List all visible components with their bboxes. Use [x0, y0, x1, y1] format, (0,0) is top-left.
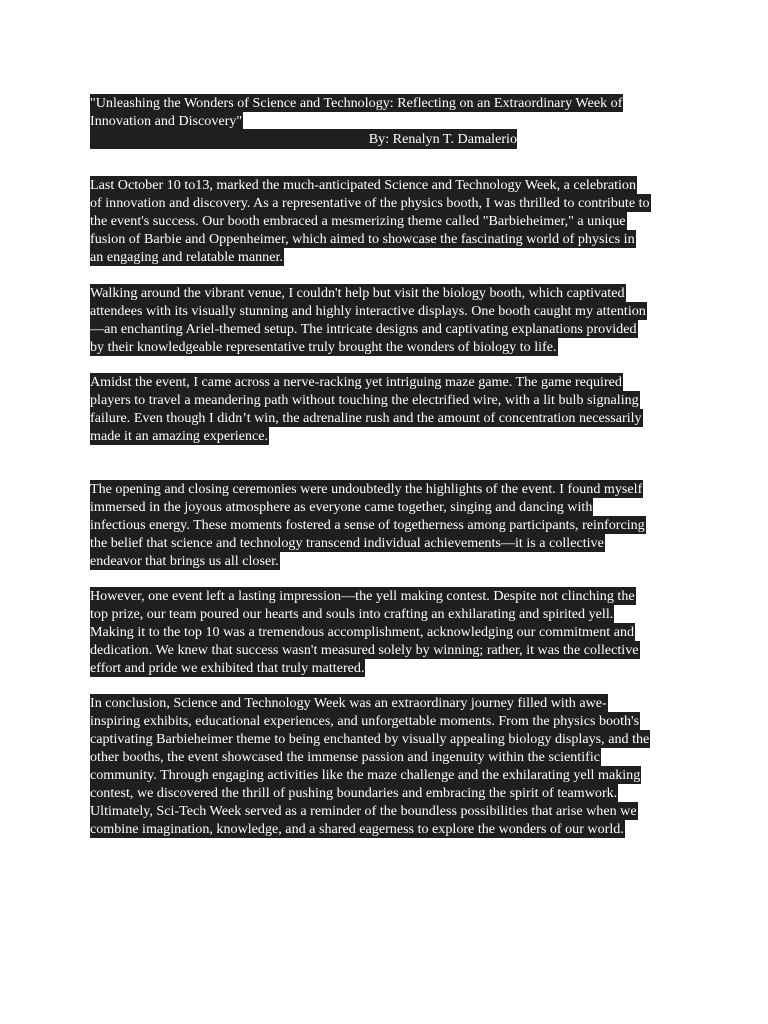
paragraph-line: inspiring exhibits, educational experiences, and unforgettable moments. From the physics booth's — [90, 713, 640, 729]
paragraph-line: Walking around the vibrant venue, I couldn't help but visit the biology booth, which captivated — [90, 285, 625, 301]
paragraph-line: Making it to the top 10 was a tremendous accomplishment, acknowledging our commitment and — [90, 624, 635, 640]
paragraph-line: the belief that science and technology transcend individual achievements—it is a collective — [90, 535, 604, 551]
byline-text: By: Renalyn T. Damalerio — [368, 131, 517, 147]
paragraph-4 — [90, 480, 682, 570]
paragraph-line: contest, we discovered the thrill of pushing boundaries and embracing the spirit of teamwork. — [90, 785, 618, 801]
paragraph-line: infectious energy. These moments fostered a sense of togetherness among participants, reinforcing — [90, 517, 645, 533]
title-line: "Unleashing the Wonders of Science and Technology: Reflecting on an Extraordinary Week of — [90, 95, 623, 111]
paragraph-line: top prize, our team poured our hearts and souls into crafting an exhilarating and spirited yell. — [90, 606, 614, 622]
paragraph-line: fusion of Barbie and Oppenheimer, which aimed to showcase the fascinating world of physics in — [90, 231, 635, 247]
paragraph-line: Last October 10 to13, marked the much-anticipated Science and Technology Week, a celebration — [90, 177, 637, 193]
paragraph-line: by their knowledgeable representative truly brought the wonders of biology to life. — [90, 339, 557, 355]
paragraph-line: captivating Barbieheimer theme to being enchanted by visually appealing biology displays, and the — [90, 731, 650, 747]
paragraph-line: Ultimately, Sci-Tech Week served as a reminder of the boundless possibilities that arise when we — [90, 803, 637, 819]
byline — [90, 130, 517, 148]
paragraph-line: community. Through engaging activities like the maze challenge and the exhilarating yell making — [90, 767, 641, 783]
paragraph-line: combine imagination, knowledge, and a shared eagerness to explore the wonders of our world. — [90, 821, 624, 837]
paragraph-2 — [90, 284, 682, 356]
paragraph-line: dedication. We knew that success wasn't measured solely by winning; rather, it was the collective — [90, 642, 639, 658]
paragraph-3 — [90, 373, 682, 445]
paragraph-line: an engaging and relatable manner. — [90, 249, 283, 265]
paragraph-line: other booths, the event showcased the immense passion and ingenuity within the scientific — [90, 749, 601, 765]
paragraph-6 — [90, 694, 682, 838]
paragraph-5 — [90, 587, 682, 677]
title-line: Innovation and Discovery" — [90, 113, 243, 129]
paragraph-line: Amidst the event, I came across a nerve-racking yet intriguing maze game. The game required — [90, 374, 622, 390]
paragraph-line: —an enchanting Ariel-themed setup. The intricate designs and captivating explanations provided — [90, 321, 637, 337]
paragraph-line: effort and pride we exhibited that truly mattered. — [90, 660, 365, 676]
paragraph-line: failure. Even though I didn’t win, the adrenaline rush and the amount of concentration necessarily — [90, 410, 642, 426]
paragraph-line: players to travel a meandering path without touching the electrified wire, with a lit bulb signaling — [90, 392, 639, 408]
paragraph-1 — [90, 176, 682, 266]
document-title — [90, 94, 682, 148]
paragraph-line: of innovation and discovery. As a representative of the physics booth, I was thrilled to contribute to — [90, 195, 650, 211]
paragraph-line: attendees with its visually stunning and highly interactive displays. One booth caught my attention — [90, 303, 646, 319]
paragraph-line: However, one event left a lasting impression—the yell making contest. Despite not clinching the — [90, 588, 635, 604]
paragraph-line: immersed in the joyous atmosphere as everyone came together, singing and dancing with — [90, 499, 593, 515]
paragraph-line: The opening and closing ceremonies were undoubtedly the highlights of the event. I found myself — [90, 481, 643, 497]
paragraph-line: made it an amazing experience. — [90, 428, 269, 444]
paragraph-line: In conclusion, Science and Technology Week was an extraordinary journey filled with awe- — [90, 695, 607, 711]
paragraph-line: the event's success. Our booth embraced a mesmerizing theme called "Barbieheimer," a unique — [90, 213, 626, 229]
paragraph-line: endeavor that brings us all closer. — [90, 553, 279, 569]
